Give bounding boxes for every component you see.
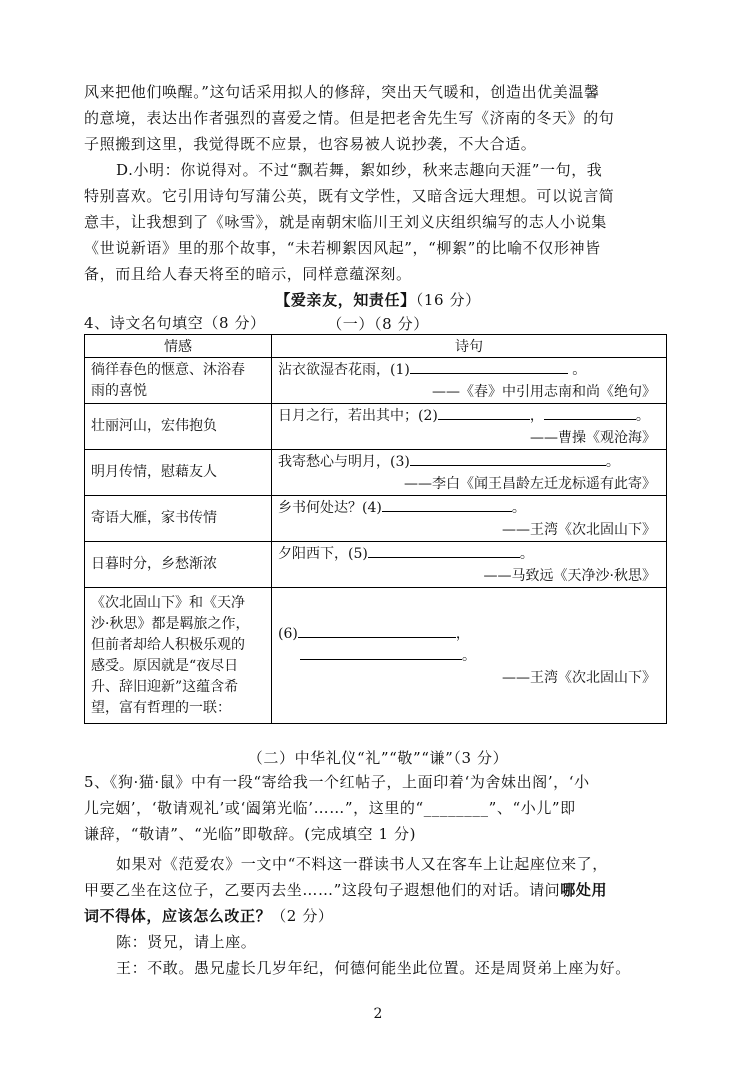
option-d-line: D.小明：你说得对。不过“飘若舞，絮如纱，秋来志趣向天涯”一句，我 [116,161,603,179]
q5-line: 5、《狗·猫·鼠》中有一段“寄给我一个红帖子，上面印着‘为舍妹出阁’，‘小 [84,773,590,791]
verse-cell: 日月之行，若出其中；(2) ， 。 ——曹操《观沧海》 [272,404,667,450]
answer-blank[interactable] [410,451,606,466]
intro-line: 子照搬到这里，我觉得既不应景，也容易被人说抄袭，不大合适。 [84,135,537,153]
answer-blank[interactable] [544,405,636,420]
answer-blank[interactable] [410,359,568,374]
intro-line: 的意境，表达出作者强烈的喜爱之情。但是把老舍先生写《济南的冬天》的句 [84,109,615,127]
answer-blank[interactable] [382,497,512,512]
verse-cell: (6) ， 。 ——王湾《次北固山下》 [272,588,667,724]
intro-line: 风来把他们唤醒。”这句话采用拟人的修辞，突出天气暖和，创造出优美温馨 [84,83,600,101]
poem-fill-table [84,334,667,724]
option-d-line: 特别喜欢。它引用诗句写蒲公英，既有文学性，又暗含远大理想。可以说言简 [84,187,615,205]
verse-source: ——李白《闻王昌龄左迁龙标遥有此寄》 [404,475,656,492]
table-row [85,496,667,542]
page-number: 2 [373,1006,383,1022]
emotion-cell: 日暮时分，乡愁渐浓 [85,542,272,588]
header-emotion: 情感 [85,335,272,358]
option-d-line: 《世说新语》里的那个故事，“未若柳絮因风起”，“柳絮”的比喻不仅形神皆 [84,239,601,257]
q5-line: 儿完姻’，‘敬请观礼’或‘阖第光临’……”，这里的“________”、“小儿”即 [84,799,576,817]
verse-source: ——王湾《次北固山下》 [502,521,656,538]
answer-blank[interactable] [300,645,462,660]
answer-blank[interactable] [368,543,520,558]
subsection-1-heading: （一）（8 分） [327,315,429,333]
q5-line: 谦辞，“敬请”、“光临”即敬辞。(完成填空 1 分) [84,825,417,843]
option-d-line: 意丰，让我想到了《咏雪》，就是南朝宋临川王刘义庆组织编写的志人小说集 [84,213,607,231]
section-heading [0,288,756,312]
emotion-cell: 《次北固山下》和《天净 沙·秋思》都是羁旅之作， 但前者却给人积极乐观的 感受。原因就是“夜尽日 升、辞旧迎新”这蕴含希 望，富有哲理的一联： [85,588,272,724]
verse-source: ——《春》中引用志南和尚《绝句》 [432,383,656,400]
emotion-cell: 徜徉春色的惬意、沐浴春 雨的喜悦 [85,358,272,404]
q4-title: 4、诗文名句填空（8 分） [84,314,266,332]
emotion-cell: 明月传情，慰藉友人 [85,450,272,496]
header-verse: 诗句 [272,335,667,358]
verse-source: ——马致远《天净沙·秋思》 [483,567,656,584]
emotion-cell: 壮丽河山，宏伟抱负 [85,404,272,450]
verse-cell: 夕阳西下，(5) 。 ——马致远《天净沙·秋思》 [272,542,667,588]
q5-paragraph-line: 如果对《范爱农》一文中“不料这一群读书人又在客车上让起座位来了， [116,855,608,873]
table-row [85,588,667,724]
table-row [85,542,667,588]
dialog-line: 陈：贤兄，请上座。 [116,933,257,951]
emotion-cell: 寄语大雁，家书传情 [85,496,272,542]
verse-source: ——曹操《观沧海》 [530,429,656,446]
table-header-row [85,335,667,358]
section-title: 【爱亲友，知责任】 [275,291,416,309]
table-row [85,358,667,404]
verse-cell: 我寄愁心与明月，(3) 。 ——李白《闻王昌龄左迁龙标遥有此寄》 [272,450,667,496]
verse-cell: 沾衣欲湿杏花雨，(1) 。 ——《春》中引用志南和尚《绝句》 [272,358,667,404]
answer-blank[interactable] [438,405,530,420]
q5-paragraph-line: 词不得体，应该怎么改正？（2 分） [84,907,334,925]
answer-blank[interactable] [298,623,456,638]
subsection-2-heading: （二）中华礼仪“礼”“敬”“谦”（3 分） [247,749,509,767]
verse-cell: 乡书何处达？(4) 。 ——王湾《次北固山下》 [272,496,667,542]
verse-source: ——王湾《次北固山下》 [502,669,656,686]
section-score: （16 分） [415,291,481,309]
option-d-line: 备，而且给人春天将至的暗示，同样意蕴深刻。 [84,265,412,283]
table-row [85,404,667,450]
table-row [85,450,667,496]
dialog-line: 王：不敢。愚兄虚长几岁年纪，何德何能坐此位置。还是周贤弟上座为好。 [116,959,631,977]
q5-paragraph-line: 甲要乙坐在这位子，乙要丙去坐……”这段句子遐想他们的对话。请问哪处用 [84,881,608,899]
